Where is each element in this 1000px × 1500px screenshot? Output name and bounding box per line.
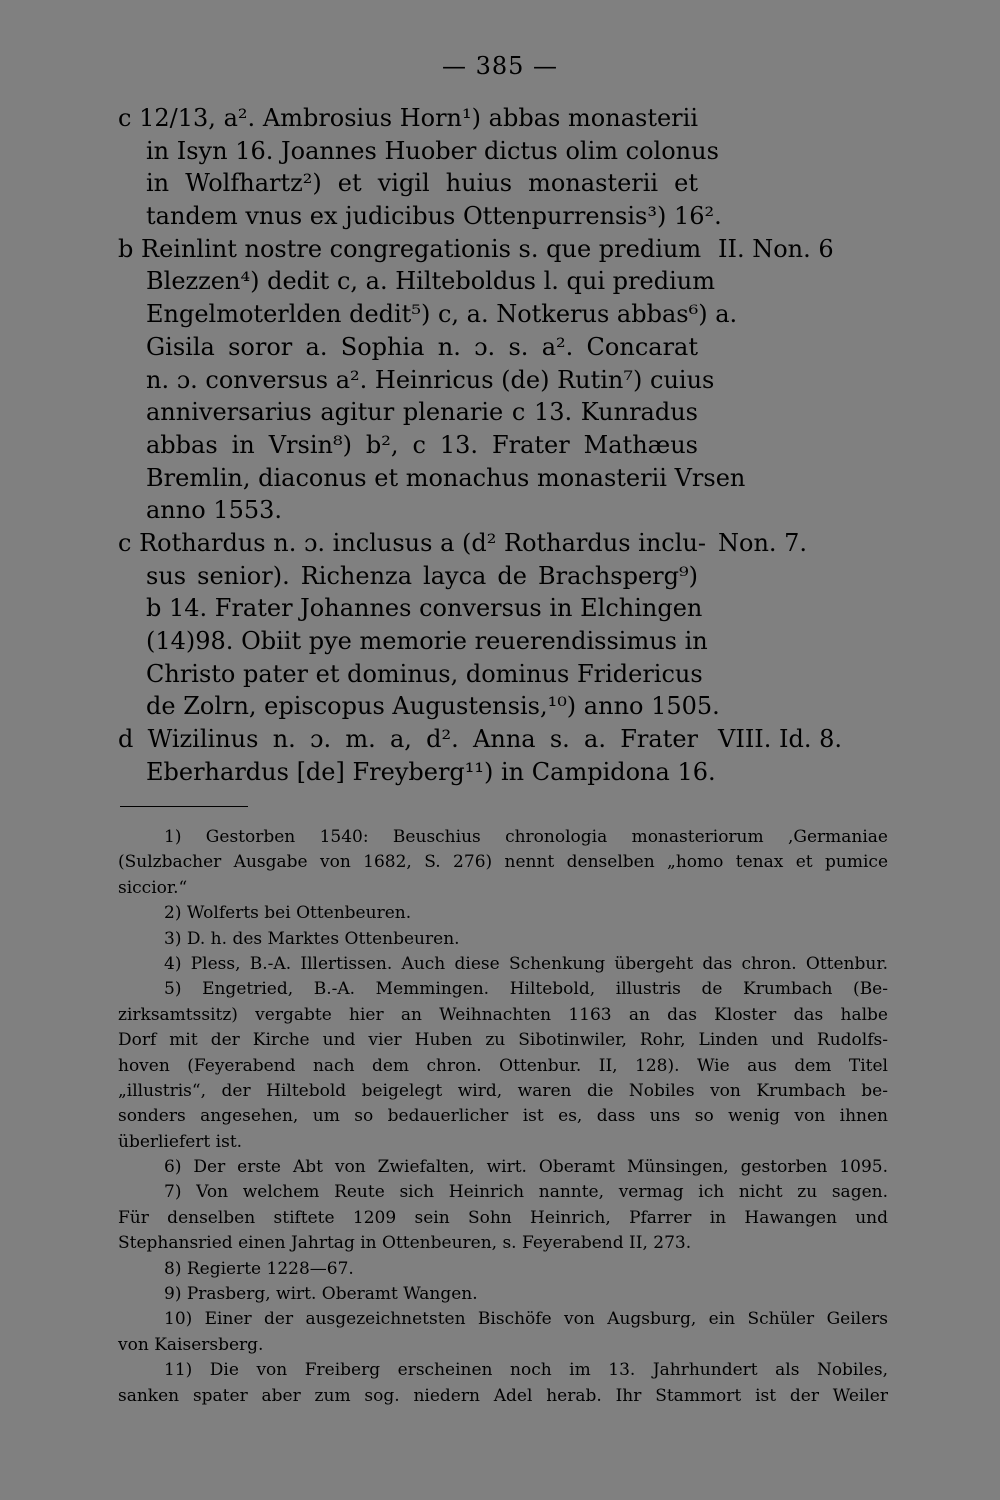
footnote-line — [118, 977, 888, 1002]
footnote-text: 5) Engetried, B.-A. Memmingen. Hiltebold, illustris de Krumbach (Be- — [164, 979, 888, 1000]
text-line — [118, 658, 858, 691]
line-text: c 12/13, a². Ambrosius Horn¹) abbas monasterii — [118, 104, 698, 132]
footnote-line — [118, 1155, 888, 1180]
footnote-line — [118, 1358, 888, 1383]
footnote-line — [118, 1130, 888, 1155]
footnote-line — [118, 1384, 888, 1409]
footnote-line — [118, 876, 888, 901]
line-text: de Zolrn, episcopus Augustensis,¹⁰) anno 1505. — [146, 692, 720, 721]
footnote-rule — [120, 806, 248, 807]
text-line — [118, 690, 858, 723]
line-text: abbas in Vrsin⁸) b², c 13. Frater Mathæus — [146, 430, 698, 459]
footnote-text: 8) Regierte 1228—67. — [164, 1258, 354, 1279]
line-text: in Isyn 16. Joannes Huober dictus olim colonus — [146, 136, 719, 165]
line-text: Christo pater et dominus, dominus Fridericus — [146, 659, 703, 688]
text-line — [118, 756, 858, 789]
footnote-text: überliefert ist. — [118, 1131, 243, 1152]
footnote-line — [118, 1079, 888, 1104]
text-line — [118, 135, 858, 168]
text-line — [118, 396, 858, 429]
footnote-line — [118, 1054, 888, 1079]
text-line — [118, 625, 858, 658]
footnote-text: 1) Gestorben 1540: Beuschius chronologia monasteriorum ,Germaniae — [164, 827, 888, 847]
line-text: b Reinlint nostre congregationis s. que predium — [118, 234, 702, 263]
main-text — [118, 102, 858, 788]
footnote-text: 10) Einer der ausgezeichnetsten Bischöfe von Augsburg, ein Schüler Geilers — [164, 1309, 888, 1330]
text-line — [118, 298, 858, 331]
line-text: (14)98. Obiit pye memorie reuerendissimus in — [146, 627, 708, 655]
footnote-line — [118, 1028, 888, 1053]
footnote-text: Dorf mit der Kirche und vier Huben zu Sibotinwiler, Rohr, Linden und Rudolfs- — [118, 1030, 888, 1051]
footnote-text: sanken spater aber zum sog. niedern Adel herab. Ihr Stammort ist der Weiler — [118, 1385, 888, 1406]
line-text: c Rothardus n. ɔ. inclusus a (d² Rothardus inclu- — [118, 528, 706, 557]
text-line — [118, 723, 858, 756]
text-line — [118, 494, 858, 527]
footnote-line — [118, 1104, 888, 1129]
footnote-text: sonders angesehen, um so bedauerlicher ist es, dass uns so wenig von ihnen — [118, 1106, 888, 1127]
footnote-text: 6) Der erste Abt von Zwiefalten, wirt. Oberamt Münsingen, gestorben 1095. — [164, 1157, 888, 1178]
footnote-text: (Sulzbacher Ausgabe von 1682, S. 276) nennt denselben „homo tenax et pumice — [118, 852, 888, 873]
line-text: n. ɔ. conversus a². Heinricus (de) Rutin⁷) cuius — [146, 365, 715, 394]
line-text: Blezzen⁴) dedit c, a. Hilteboldus l. qui predium — [146, 267, 715, 296]
footnote-line — [118, 1307, 888, 1332]
text-line — [118, 102, 858, 135]
line-text: b 14. Frater Johannes conversus in Elchingen — [146, 594, 703, 623]
line-text: tandem vnus ex judicibus Ottenpurrensis³) 16². — [146, 202, 722, 231]
footnotes — [118, 825, 888, 1409]
footnote-line — [118, 927, 888, 952]
text-line — [118, 592, 858, 625]
footnote-line — [118, 901, 888, 926]
footnote-text: 2) Wolferts bei Ottenbeuren. — [164, 903, 412, 924]
text-line — [118, 429, 858, 462]
footnote-text: „illustris“, der Hiltebold beigelegt wird, waren die Nobiles von Krumbach be- — [118, 1080, 888, 1101]
margin-date: Non. 7. — [718, 528, 808, 557]
footnote-line — [118, 1206, 888, 1231]
footnote-line — [118, 1180, 888, 1205]
footnote-text: siccior.“ — [118, 877, 188, 898]
line-text: in Wolfhartz²) et vigil huius monasterii et — [146, 169, 698, 198]
text-line — [118, 364, 858, 397]
text-line — [118, 233, 858, 266]
footnote-line — [118, 1333, 888, 1358]
margin-date: II. Non. 6 — [718, 234, 834, 263]
text-line — [118, 331, 858, 364]
footnote-line — [118, 952, 888, 977]
text-line — [118, 527, 858, 560]
footnote-text: 3) D. h. des Marktes Ottenbeuren. — [164, 928, 460, 949]
text-line — [118, 200, 858, 233]
footnote-text: hoven (Feyerabend nach dem chron. Ottenbur. II, 128). Wie aus dem Titel — [118, 1055, 888, 1076]
line-text: d Wizilinus n. ɔ. m. a, d². Anna s. a. Frater — [118, 725, 698, 754]
line-text: Engelmoterlden dedit⁵) c, a. Notkerus abbas⁶) a. — [146, 300, 738, 329]
line-text: Gisila soror a. Sophia n. ɔ. s. a². Concarat — [146, 332, 698, 361]
footnote-line — [118, 825, 888, 850]
text-line — [118, 560, 858, 593]
footnote-text: 4) Pless, B.-A. Illertissen. Auch diese Schenkung übergeht das chron. Ottenbur. — [164, 953, 888, 974]
footnote-text: 11) Die von Freiberg erscheinen noch im 13. Jahrhundert als Nobiles, — [164, 1360, 888, 1381]
line-text: Bremlin, diaconus et monachus monasterii Vrsen — [146, 463, 746, 492]
footnote-text: 9) Prasberg, wirt. Oberamt Wangen. — [164, 1284, 478, 1305]
footnote-text: von Kaisersberg. — [118, 1334, 264, 1355]
footnote-line — [118, 1257, 888, 1282]
line-text: anniversarius agitur plenarie c 13. Kunradus — [146, 398, 698, 427]
footnote-text: zirksamtssitz) vergabte hier an Weihnachten 1163 an das Kloster das halbe — [118, 1004, 888, 1025]
text-line — [118, 265, 858, 298]
margin-date: VIII. Id. 8. — [718, 725, 843, 754]
line-text: anno 1553. — [146, 496, 283, 525]
text-line — [118, 462, 858, 495]
text-line — [118, 167, 858, 200]
page-number: — 385 — — [441, 52, 559, 80]
footnote-line — [118, 1003, 888, 1028]
footnote-line — [118, 1231, 888, 1256]
footnote-text: Für denselben stiftete 1209 sein Sohn Heinrich, Pfarrer in Hawangen und — [118, 1207, 888, 1228]
line-text: Eberhardus [de] Freyberg¹¹) in Campidona 16. — [146, 757, 716, 786]
footnote-text: 7) Von welchem Reute sich Heinrich nannte, vermag ich nicht zu sagen. — [164, 1182, 888, 1203]
line-text: sus senior). Richenza layca de Brachsperg⁹) — [146, 561, 698, 590]
footnote-line — [118, 850, 888, 875]
footnote-line — [118, 1282, 888, 1307]
footnote-text: Stephansried einen Jahrtag in Ottenbeuren, s. Feyerabend II, 273. — [118, 1233, 692, 1254]
